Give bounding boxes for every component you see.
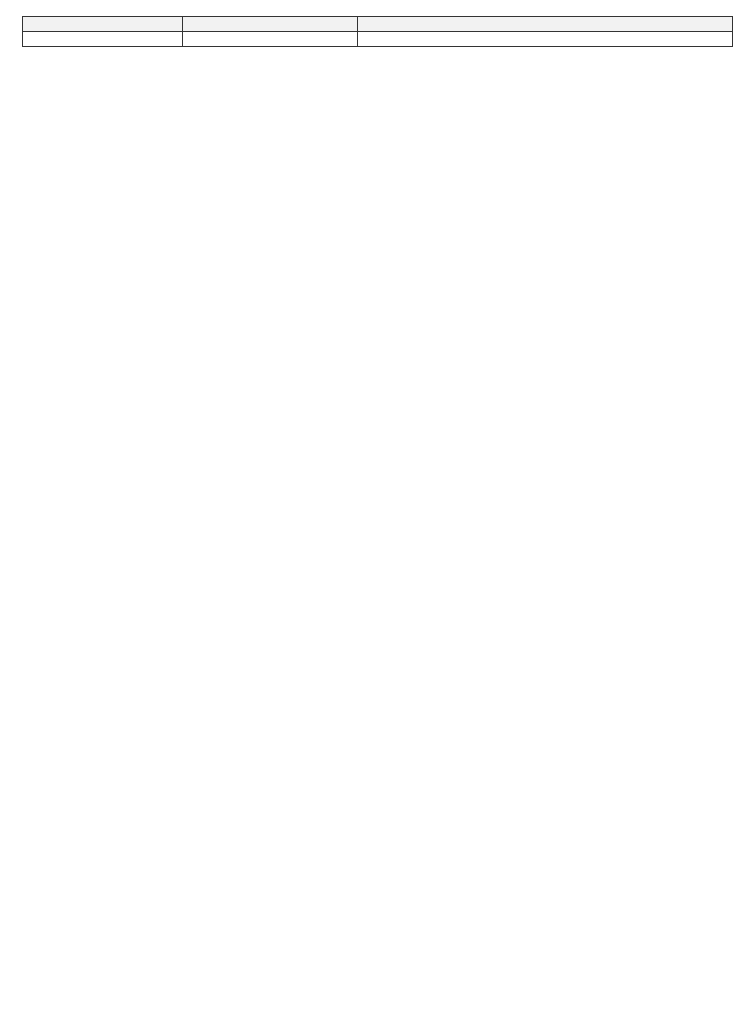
- cell-amount: [183, 32, 358, 47]
- guarantee-section: [18, 16, 738, 47]
- cell-period: [358, 32, 733, 47]
- table-row: [23, 32, 733, 47]
- header-period: [358, 17, 733, 32]
- header-cert-no: [23, 17, 183, 32]
- guarantee-table: [22, 16, 733, 47]
- header-amount: [183, 17, 358, 32]
- table-header-row: [23, 17, 733, 32]
- cell-cert-no: [23, 32, 183, 47]
